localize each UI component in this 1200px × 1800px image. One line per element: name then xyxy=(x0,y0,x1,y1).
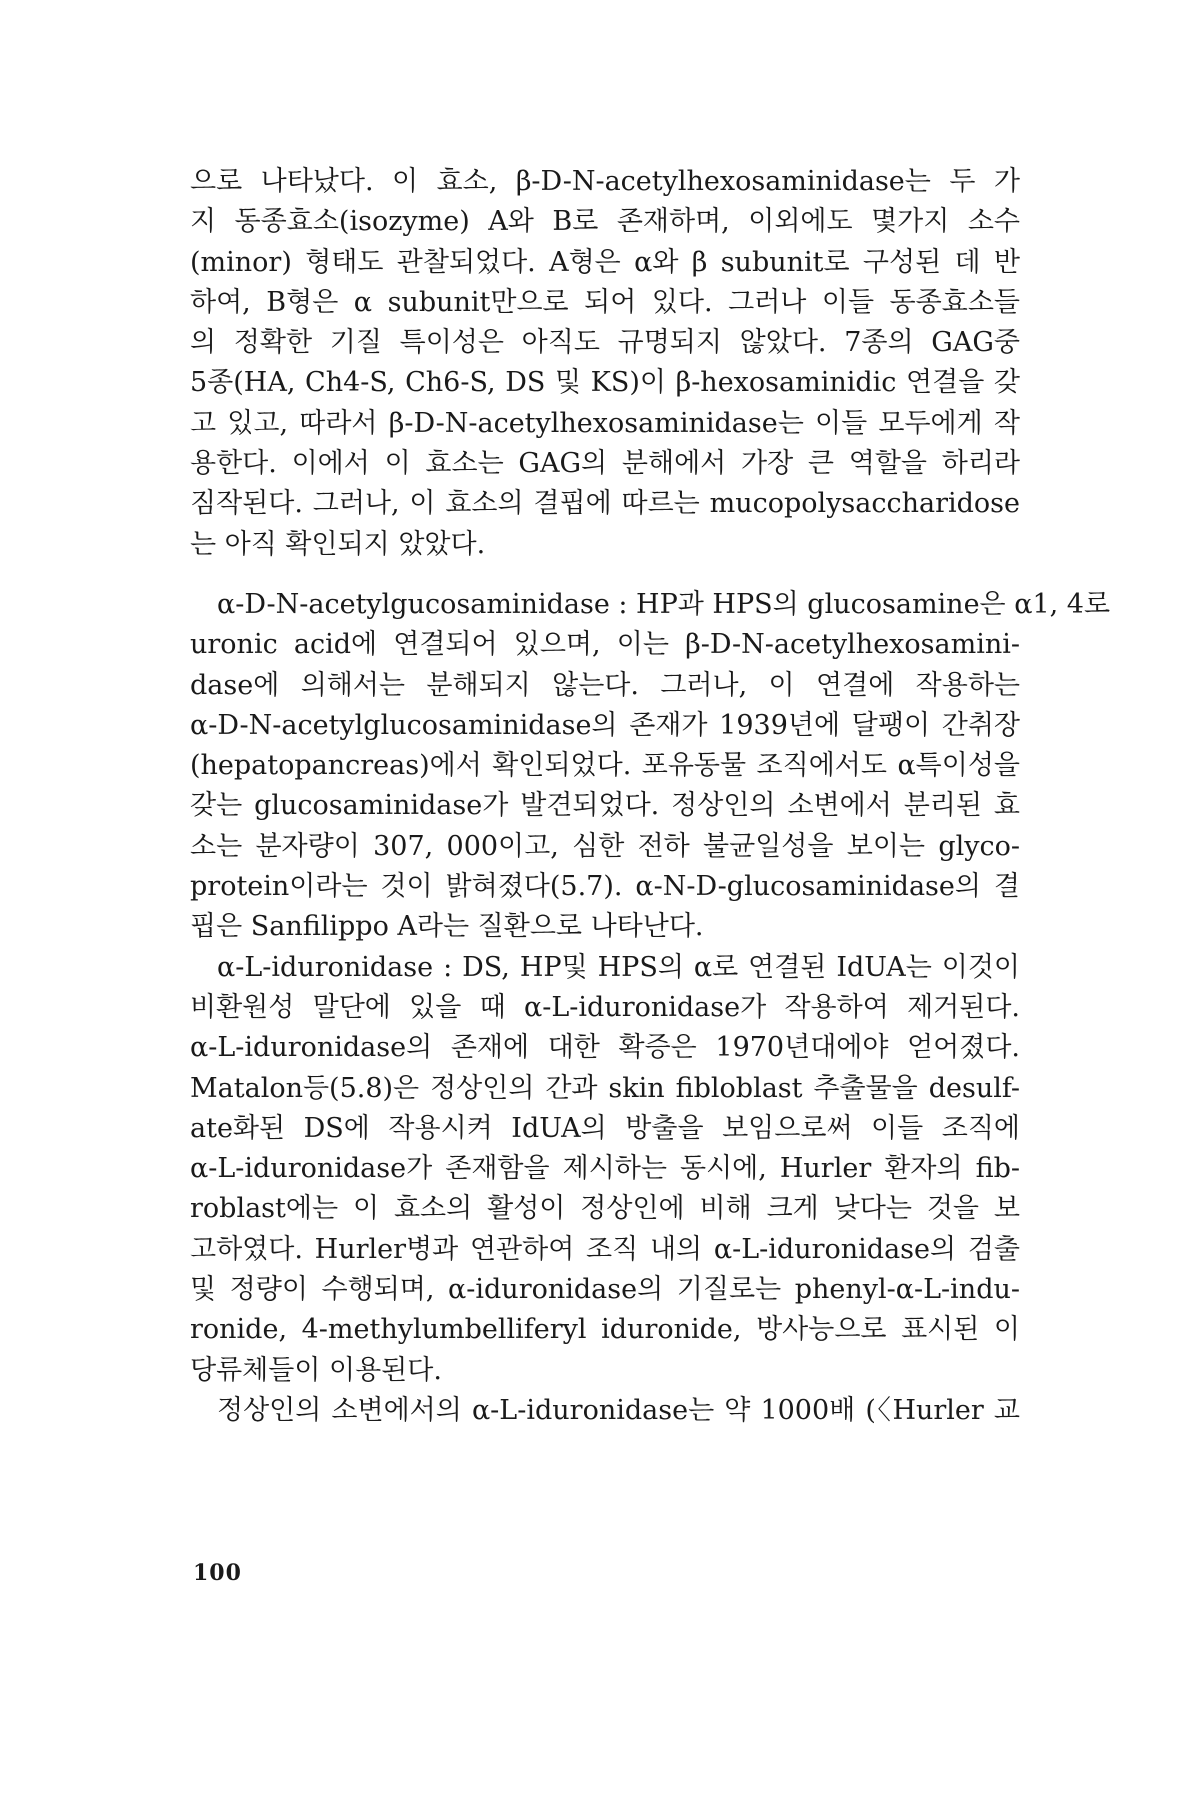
text-line: Matalon등(5.8)은 정상인의 간과 skin fibloblast 추출물을 desulf- xyxy=(190,1072,1020,1104)
text-line: dase에 의해서는 분해되지 않는다. 그러나, 이 연결에 작용하는 xyxy=(190,669,1020,701)
text-line: α-D-N-acetylglucosaminidase의 존재가 1939년에 달팽이 간취장 xyxy=(190,709,1020,741)
text-line: roblast에는 이 효소의 활성이 정상인에 비해 크게 낮다는 것을 보 xyxy=(190,1193,1020,1225)
text-line: uronic acid에 연결되어 있으며, 이는 β-D-N-acetylhexosamini- xyxy=(190,629,1020,661)
text-line: (hepatopancreas)에서 확인되었다. 포유동물 조직에서도 α특이성을 xyxy=(190,750,1020,782)
text-line: 당류체들이 이용된다. xyxy=(190,1354,442,1386)
text-line: 으로 나타났다. 이 효소, β-D-N-acetylhexosaminidase는 두 가 xyxy=(190,166,1020,197)
text-line: 5종(HA, Ch4-S, Ch6-S, DS 및 KS)이 β-hexosaminidic 연결을 갖 xyxy=(190,367,1020,399)
text-line: 용한다. 이에서 이 효소는 GAG의 분해에서 가장 큰 역할을 하리라 xyxy=(190,448,1020,480)
text-line: α-D-N-acetylgucosaminidase : HP과 HPS의 glucosamine은 α1, 4로 xyxy=(217,588,1111,620)
text-line: 고하였다. Hurler병과 연관하여 조직 내의 α-L-iduronidase의 검출 xyxy=(190,1233,1020,1265)
text-line: protein이라는 것이 밝혀졌다(5.7). α-N-D-glucosaminidase의 결 xyxy=(190,871,1020,903)
text-line: (minor) 형태도 관찰되었다. A형은 α와 β subunit로 구성된 데 반 xyxy=(190,246,1020,278)
text-line: 짐작된다. 그러나, 이 효소의 결핍에 따르는 mucopolysaccharidose xyxy=(190,488,1020,520)
page-number: 100 xyxy=(193,1560,242,1586)
paragraph-hexosaminidase xyxy=(190,168,1020,571)
text-line: 정상인의 소변에서의 α-L-iduronidase는 약 1000배 (〈Hurler 교 xyxy=(217,1394,1020,1426)
text-line: 갖는 glucosaminidase가 발견되었다. 정상인의 소변에서 분리된 효 xyxy=(190,790,1020,822)
text-line: 지 동종효소(isozyme) A와 B로 존재하며, 이외에도 몇가지 소수 xyxy=(190,206,1020,238)
body-text xyxy=(190,166,1111,1437)
text-line: α-L-iduronidase가 존재함을 제시하는 동시에, Hurler 환자의 fib- xyxy=(190,1153,1020,1185)
text-line: 비환원성 말단에 있을 때 α-L-iduronidase가 작용하여 제거된다. xyxy=(190,991,1020,1023)
text-line: 소는 분자량이 307, 000이고, 심한 전하 불균일성을 보이는 glyco- xyxy=(190,830,1020,862)
text-line: 하여, B형은 α subunit만으로 되어 있다. 그러나 이들 동종효소들 xyxy=(190,286,1020,318)
text-line: 의 정확한 기질 특이성은 아직도 규명되지 않았다. 7종의 GAG중 xyxy=(190,327,1020,359)
text-line: ronide, 4-methylumbelliferyl iduronide, 방사능으로 표시된 이 xyxy=(190,1314,1020,1346)
paragraph-glucosaminidase xyxy=(190,588,1111,954)
text-line: α-L-iduronidase의 존재에 대한 확증은 1970년대에야 얻어졌다. xyxy=(190,1032,1020,1064)
paragraph-urine-iduronidase xyxy=(190,1394,1020,1437)
text-line: ate화된 DS에 작용시켜 IdUA의 방출을 보임으로써 이들 조직에 xyxy=(190,1112,1020,1144)
text-line: 핍은 Sanfilippo A라는 질환으로 나타난다. xyxy=(190,911,704,943)
text-line: 및 정량이 수행되며, α-iduronidase의 기질로는 phenyl-α-L-indu- xyxy=(190,1274,1020,1306)
text-line: 는 아직 확인되지 았았다. xyxy=(190,528,486,560)
text-line: α-L-iduronidase : DS, HP및 HPS의 α로 연결된 IdUA는 이것이 xyxy=(217,951,1020,983)
text-line: 고 있고, 따라서 β-D-N-acetylhexosaminidase는 이들 모두에게 작 xyxy=(190,407,1020,439)
paragraph-iduronidase xyxy=(190,951,1020,1397)
